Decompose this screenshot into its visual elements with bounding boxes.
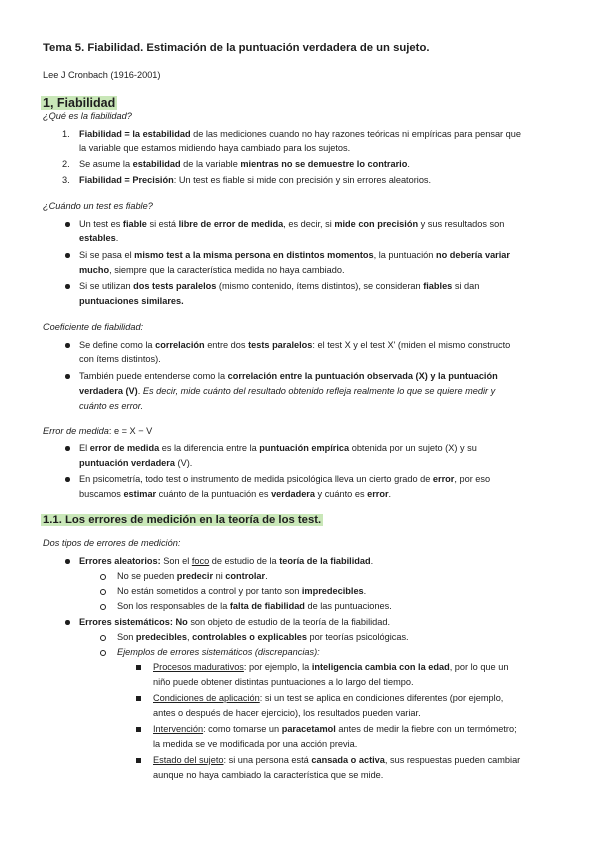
list-item-text: Intervención: como tomarse un paracetamol antes de medir la fiebre con un termómetro; bbox=[153, 724, 517, 734]
list-item-text: Son los responsables de la falta de fiabilidad de las puntuaciones. bbox=[117, 601, 392, 611]
square-bullet-icon bbox=[136, 727, 141, 732]
square-bullet-icon bbox=[136, 696, 141, 701]
list-item-text: aunque no haya cambiado la característica que se mide. bbox=[153, 770, 384, 780]
subheading-coeficiente: Coeficiente de fiabilidad: bbox=[43, 322, 144, 332]
list-item-text: También puede entenderse como la correlación entre la puntuación observada (X) y la puntuación bbox=[79, 371, 498, 381]
list-item-text: Son predecibles, controlables o explicables por teorías psicológicas. bbox=[117, 632, 409, 642]
list-item-text: con ítems distintos). bbox=[79, 354, 161, 364]
author-line: Lee J Cronbach (1916-2001) bbox=[43, 70, 161, 80]
sub-bullet-icon bbox=[100, 635, 106, 641]
bullet-icon bbox=[65, 559, 70, 564]
list-item-text: antes o después de hacer ejercicio), los resultados pueden variar. bbox=[153, 708, 421, 718]
list-item-text: estables. bbox=[79, 233, 119, 243]
bullet-icon bbox=[65, 374, 70, 379]
section-heading-errores: 1.1. Los errores de medición en la teoría de los test. bbox=[43, 514, 322, 526]
bullet-icon bbox=[65, 446, 70, 451]
list-item-text: Se asume la estabilidad de la variable mientras no se demuestre lo contrario. bbox=[79, 159, 410, 169]
list-item-text: Fiabilidad = Precisión: Un test es fiable si mide con precisión y sin errores aleatorios. bbox=[79, 175, 432, 185]
list-item-text: Si se utilizan dos tests paralelos (mismo contenido, ítems distintos), se consideran fiables si dan bbox=[79, 281, 480, 291]
list-number: 3. bbox=[62, 175, 70, 185]
square-bullet-icon bbox=[136, 665, 141, 670]
sub-bullet-icon bbox=[100, 650, 106, 656]
list-item-text: Errores sistemáticos: No son objeto de estudio de la teoría de la fiabilidad. bbox=[79, 617, 391, 627]
sub-bullet-icon bbox=[100, 589, 106, 595]
list-item-text: Ejemplos de errores sistemáticos (discrepancias): bbox=[117, 647, 320, 657]
bullet-icon bbox=[65, 343, 70, 348]
list-item-text: En psicometría, todo test o instrumento de medida psicológica lleva un cierto grado de error, por eso bbox=[79, 474, 491, 484]
document-title: Tema 5. Fiabilidad. Estimación de la puntuación verdadera de un sujeto. bbox=[43, 42, 430, 54]
bullet-icon bbox=[65, 477, 70, 482]
sub-bullet-icon bbox=[100, 574, 106, 580]
question-cuando: ¿Cuándo un test es fiable? bbox=[43, 201, 153, 211]
question-que-es: ¿Qué es la fiabilidad? bbox=[43, 111, 132, 121]
list-item-text: No están sometidos a control y por tanto son impredecibles. bbox=[117, 586, 367, 596]
bullet-icon bbox=[65, 284, 70, 289]
bullet-icon bbox=[65, 620, 70, 625]
subheading-error-medida: Error de medida: e = X − V bbox=[43, 426, 153, 436]
list-item-text: Se define como la correlación entre dos tests paralelos: el test X y el test X' (miden el mismo constructo bbox=[79, 340, 511, 350]
list-item-text: Condiciones de aplicación: si un test se aplica en condiciones diferentes (por ejemplo, bbox=[153, 693, 504, 703]
list-item-text: Estado del sujeto: si una persona está cansada o activa, sus respuestas pueden cambiar bbox=[153, 755, 521, 765]
list-item-text: la medida se ve modificada por una acción previa. bbox=[153, 739, 358, 749]
list-item-text: Errores aleatorios: Son el foco de estudio de la teoría de la fiabilidad. bbox=[79, 556, 374, 566]
bullet-icon bbox=[65, 253, 70, 258]
list-item-text: No se pueden predecir ni controlar. bbox=[117, 571, 268, 581]
bullet-icon bbox=[65, 222, 70, 227]
subheading-dos-tipos: Dos tipos de errores de medición: bbox=[43, 538, 181, 548]
list-number: 1. bbox=[62, 129, 70, 139]
list-number: 2. bbox=[62, 159, 70, 169]
section-heading-fiabilidad: 1, Fiabilidad bbox=[43, 96, 116, 110]
list-item-text: buscamos estimar cuánto de la puntuación es verdadera y cuánto es error. bbox=[79, 489, 392, 499]
list-item-text: Fiabilidad = la estabilidad de las mediciones cuando no hay razones teóricas ni empíricas para pensar que bbox=[79, 129, 521, 139]
list-item-text: mucho, siempre que la característica medida no haya cambiado. bbox=[79, 265, 345, 275]
list-item-text: El error de medida es la diferencia entre la puntuación empírica obtenida por un sujeto (X) y su bbox=[79, 443, 477, 453]
list-item-text: la variable que estamos midiendo haya cambiado para los sujetos. bbox=[79, 143, 351, 153]
list-item-text: cuánto es error. bbox=[79, 401, 144, 411]
list-item-text: Si se pasa el mismo test a la misma persona en distintos momentos, la puntuación no debería variar bbox=[79, 250, 510, 260]
list-item-text: Procesos madurativos: por ejemplo, la inteligencia cambia con la edad, por lo que un bbox=[153, 662, 509, 672]
square-bullet-icon bbox=[136, 758, 141, 763]
list-item-text: puntuaciones similares. bbox=[79, 296, 184, 306]
list-item-text: verdadera (V). Es decir, mide cuánto del resultado obtenido refleja realmente lo que se quiere medir y bbox=[79, 386, 496, 396]
sub-bullet-icon bbox=[100, 604, 106, 610]
list-item-text: puntuación verdadera (V). bbox=[79, 458, 193, 468]
list-item-text: Un test es fiable si está libre de error de medida, es decir, si mide con precisión y sus resultados son bbox=[79, 219, 505, 229]
list-item-text: niño puede obtener distintas puntuaciones a lo largo del tiempo. bbox=[153, 677, 414, 687]
